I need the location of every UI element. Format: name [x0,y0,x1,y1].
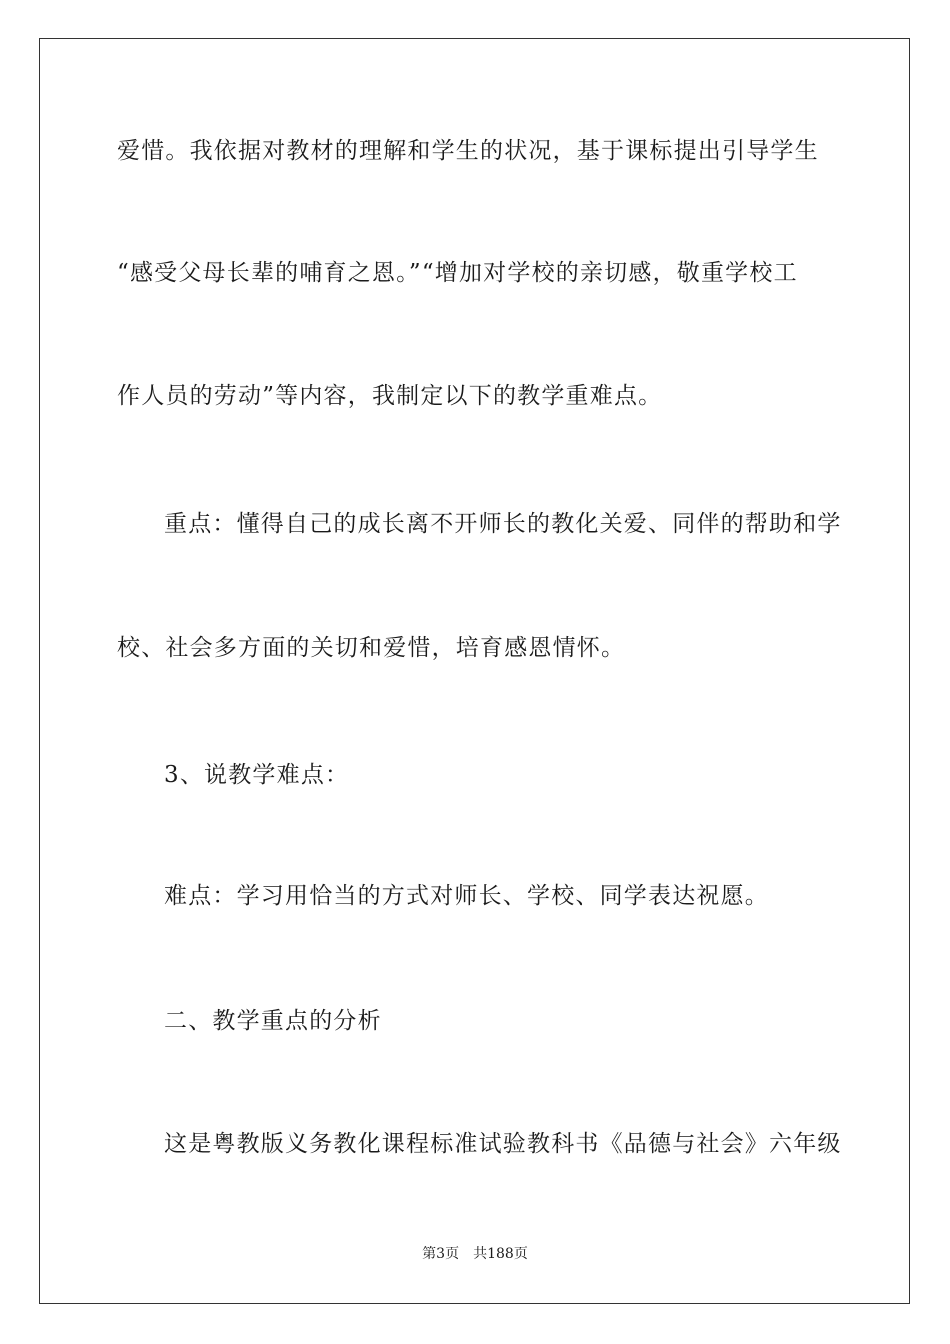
body-text-line: 作人员的劳动”等内容，我制定以下的教学重难点。 [117,383,663,409]
body-text-line: 这是粤教版义务教化课程标准试验教科书《品德与社会》六年级 [164,1131,842,1157]
body-text-line: 爱惜。我依据对教材的理解和学生的状况，基于课标提出引导学生 [117,138,819,164]
key-point-line: 重点：懂得自己的成长离不开师长的教化关爱、同伴的帮助和学 [164,511,842,537]
section-heading: 3、说教学难点： [164,762,350,788]
page-total: 共188页 [473,1246,528,1262]
body-text-line: “感受父母长辈的哺育之恩。”“增加对学校的亲切感，敬重学校工 [117,260,798,286]
page-border [39,38,910,1304]
section-heading: 二、教学重点的分析 [164,1008,382,1034]
page-number: 第3页 [422,1246,460,1262]
body-text-line: 校、社会多方面的关切和爱惜，培育感恩情怀。 [117,635,626,661]
difficulty-line: 难点：学习用恰当的方式对师长、学校、同学表达祝愿。 [164,883,769,909]
page-footer [0,1245,950,1263]
